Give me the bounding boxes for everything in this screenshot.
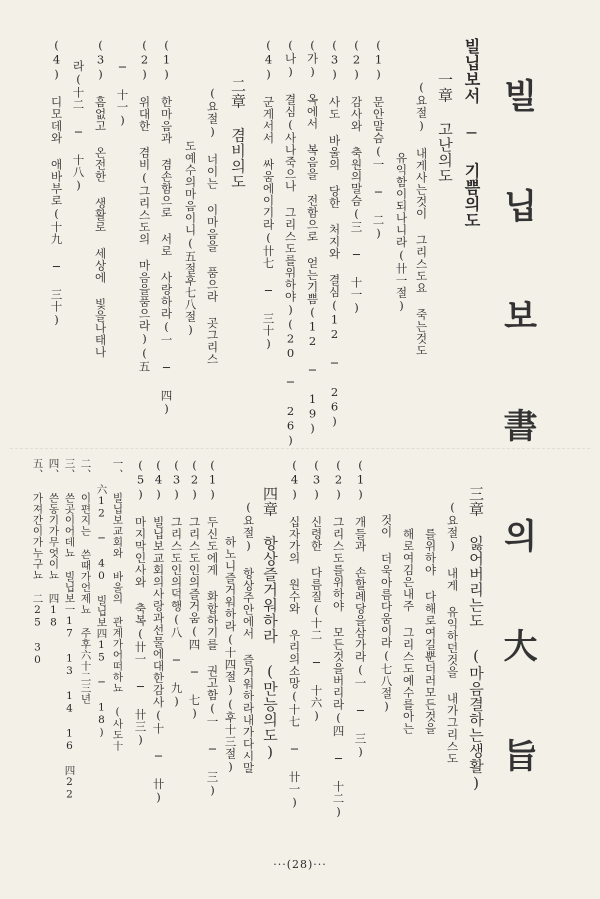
section-divider	[10, 448, 590, 449]
outline-item: (4) 군게서서 싸움에이기라(卄七 ─ 三十)	[261, 38, 276, 351]
outline-item: (4) 십자가의 원수와 우리의소망(十七 ─ 卄一)	[287, 458, 302, 810]
chapter-4-key-verse: (요절) 항상주안에서 즐거워하라내가다시말	[241, 500, 256, 774]
chapter-3-key-verse-cont: 해로여김은내주 그리스도예수를아는	[401, 528, 416, 735]
outline-item: (2) 위대한 겸비(그리스도의 마음을품으라)(五	[137, 38, 152, 373]
page-number: ···(28)···	[273, 858, 327, 871]
chapter-4-title: 四章 항상즐거워하라 (만능의도)	[261, 486, 279, 762]
chapter-3-key-verse: (요절) 내게 유익하던것을 내가그리스도	[445, 500, 460, 765]
section-heading: 빌닙보서 ─ 기쁨의도	[462, 38, 481, 229]
chapter-2-title: 二章 겸비의도	[229, 78, 247, 190]
outline-item: (2) 감사와 축원의말슴(三 ─ 十一)	[349, 38, 364, 315]
question-5: 五、 가져간이가누구뇨 二25 30	[31, 458, 44, 667]
outline-item: (2) 그리스도를위하야 모든것을버리라(四 ─ 十二)	[331, 458, 346, 819]
outline-item: (4) 빌닙보교회의사랑과선물에대한감사(十 ─ 卄)	[151, 458, 166, 805]
chapter-3-title: 三章 잃어버리는도 (마음결하는생활)	[467, 486, 485, 793]
outline-item: (5) 마지막인사와 축복(卄一 ─ 卄三)	[133, 458, 148, 747]
outline-item: (1) 한마음과 겸손함으로 서로 사랑하라(一 ─ 四)	[159, 38, 174, 416]
chapter-2-key-verse: (요절) 너이는 이마음을 품으라 곳그리스	[205, 86, 220, 365]
outline-item: (2) 그리스도인의즐거움(四 ─ 七)	[187, 458, 202, 721]
outline-item-cont: ─ 十一)	[115, 60, 130, 128]
question-4: 四、 쓴동기가무엇이뇨 四18	[47, 458, 60, 629]
question-item: 一、 빌닙보교회와 바울의 관계가어떠하뇨 (사도十	[111, 458, 124, 752]
outline-item: (1) 두신도에게 화합하기를 권고함(一 ─ 三)	[205, 458, 220, 798]
question-1-cont: 六12 ─ 40 빌닙보四15 ─ 18)	[95, 484, 108, 739]
chapter-3-key-verse-cont: 를위하야 다해로여길뿐더러모든것을	[423, 528, 438, 735]
outline-item: (3) 사도 바울의 당한 처지와 결심(12 ─ 26)	[327, 38, 342, 429]
outline-item-cont: 라(十二 ─ 十八)	[71, 60, 86, 193]
chapter-3-key-verse-cont: 것이 더욱아름다움이라(七八절)	[379, 514, 394, 714]
chapter-1-title: 一章 고난의도	[436, 72, 454, 184]
outline-item: (3) 신령한 다름질(十二 ─ 十六)	[309, 458, 324, 723]
chapter-2-key-verse-cont: 도예수의마음이니(五절후七八절)	[183, 140, 198, 337]
outline-item: (1) 문안말슴(一 ─ 二)	[371, 38, 386, 241]
question-2: 二、 이편지는 쓴때가언제뇨 주후六十二三년	[79, 458, 92, 705]
outline-item: (1) 개들과 손할례당을삼가라(一 ─ 三)	[353, 458, 368, 759]
chapter-4-key-verse-cont: 하노니즐거워하라(十四절)(후十三절)	[223, 536, 238, 774]
outline-item: (4) 디모데와 애바부로(十九 ─ 三十)	[49, 38, 64, 327]
outline-item: (3) 흠없고 온전한 생활로 세상에 빛을나태나	[93, 38, 108, 358]
outline-item: (3) 그리스도인의덕행(八 ─ 九)	[169, 458, 184, 709]
page-title: 빌 닙 보 書 의 大 旨	[497, 78, 537, 790]
chapter-1-key-verse-cont: 유익함이되나니라(卄一절)	[394, 152, 409, 313]
outline-item: (가) 옥에서 복음을 전함으로 얻는기쁨(12 ─ 19)	[305, 38, 320, 436]
chapter-1-key-verse: (요절) 내게사는것이 그리스도요 죽는것도	[414, 80, 429, 357]
outline-item: (나) 결심(사나죽으나 그리스도를위하야)(20 ─ 26)	[283, 38, 298, 448]
question-3: 三、 쓴곳이어데뇨 빌닙보一17 13 14 16 四22	[63, 458, 76, 801]
